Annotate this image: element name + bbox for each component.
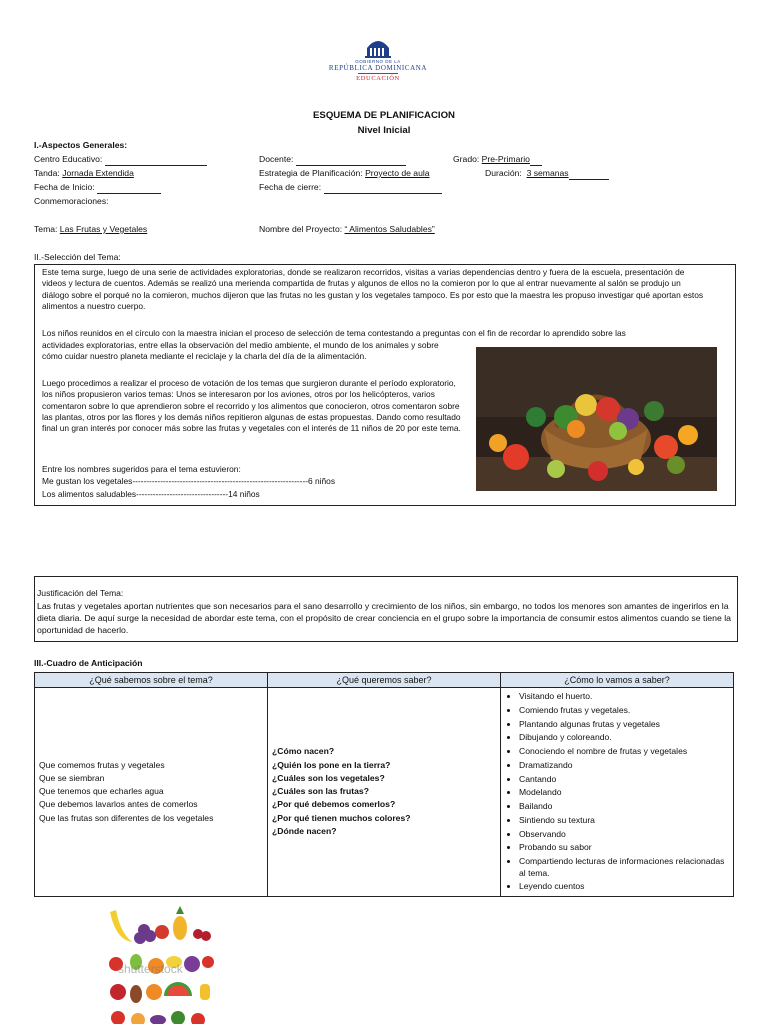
cell-sabemos	[35, 688, 268, 897]
seleccion-p4: Entre los nombres sugeridos para el tema estuvieron:	[42, 464, 241, 474]
option-vegetales: Me gustan los vegetales---------------------------------------------------------------6 niños	[42, 476, 336, 486]
anticipacion-table	[34, 672, 734, 897]
watermark-text: shutterstock	[118, 962, 183, 976]
list-item: ¿Por qué debemos comerlos?	[272, 799, 396, 810]
cell-queremos	[268, 688, 501, 897]
proyecto-label: Nombre del Proyecto:	[259, 224, 343, 234]
list-item: Que tenemos que echarles agua	[39, 786, 164, 797]
list-item: • Probando su sabor	[519, 841, 729, 855]
fecha-inicio-field	[34, 182, 161, 194]
estrategia-field	[259, 168, 430, 180]
header-sabemos: ¿Qué sabemos sobre el tema?	[35, 673, 268, 688]
como-list	[505, 690, 729, 894]
tema-field	[34, 224, 147, 236]
docente-label: Docente:	[259, 154, 294, 164]
fecha-inicio-label: Fecha de Inicio:	[34, 182, 95, 192]
logo-line2: REPÚBLICA DOMINICANA	[328, 64, 428, 72]
list-item: • Dibujando y coloreando.	[519, 731, 729, 745]
duracion-field	[485, 168, 609, 180]
fecha-cierre-label: Fecha de cierre:	[259, 182, 322, 192]
centro-blank	[105, 156, 207, 166]
list-item: • Cantando	[519, 773, 729, 787]
fecha-cierre-field	[259, 182, 442, 194]
list-item: ¿Cómo nacen?	[272, 746, 335, 757]
list-item: Que se siembran	[39, 772, 105, 783]
page-subtitle: Nivel Inicial	[357, 125, 411, 136]
seleccion-p3: Luego procedimos a realizar el proceso de votación de los temas que surgieron durante el período exploratorio, los niños propusieron varios temas: Unos se interesaron por los aviones, otros por los helicópteros, varios comentaron sobre lo que aprendieron sobre el recorrido y los alimentos que conocieron, otros comentaron sobre las plantas, otros por las flores y los demás niños repitieron algunas de estas propuestas. Dando como resultado final un gran interés por conocer más sobre las frutas y vegetales con el interés de 11 niños de 20 por este tema.	[42, 378, 461, 434]
cell-como	[501, 688, 734, 897]
justificacion-heading: Justificación del Tema:	[37, 588, 124, 598]
list-item: • Comiendo frutas y vegetales.	[519, 704, 729, 718]
section3-heading: III.-Cuadro de Anticipación	[34, 658, 143, 668]
conmemoraciones-label: Conmemoraciones:	[34, 196, 109, 206]
header-como: ¿Cómo lo vamos a saber?	[501, 673, 734, 688]
seleccion-p2a: Los niños reunidos en el círculo con la maestra inician el proceso de selección de tema contestando a preguntas con el fin de recordar lo aprendido sobre las	[42, 328, 626, 338]
list-item: ¿Quién los pone en la tierra?	[272, 759, 391, 770]
logo-line3: EDUCACIÓN	[356, 75, 400, 82]
seleccion-p1: Este tema surge, luego de una serie de actividades exploratorias, donde se realizaron recorridos, visitas a varias dependencias dentro y fuera de la escuela, presentación de videos y lectura de cuentos. Además se realizó una merienda compartida de frutas y algunos de ellos no la comieron por lo que al entrar nuevamente al salón se produjo un diálogo sobre el porqué no la comieron, muchos dijeron que las frutas no les gustan y los vegetales tampoco. Es por esto que la maestra les propuso investigar qué aportan estos alimentos a nuestro cuerpo.	[42, 267, 704, 312]
logo-divider	[358, 73, 398, 74]
list-item: • Dramatizando	[519, 759, 729, 773]
section2-heading: II.-Selección del Tema:	[34, 252, 121, 262]
grado-label: Grado:	[453, 154, 480, 164]
centro-field	[34, 154, 207, 166]
proyecto-field	[259, 224, 435, 236]
proyecto-value: “ Alimentos Saludables”	[344, 224, 435, 234]
duracion-label: Duración:	[485, 168, 522, 178]
docente-blank	[296, 156, 406, 166]
justificacion-text: Las frutas y vegetales aportan nutrientes que son necesarios para el sano desarrollo y crecimiento de los niños, sin embargo, no todos los menores son amantes de ingerirlos en la dieta diaria. De aquí surge la necesidad de abordar este tema, con el propósito de crear conciencia en el grupo sobre la importancia de consumir estos alimentos cuando se tiene la oportunidad de hacerlo.	[37, 601, 731, 636]
list-item: • Sintiendo su textura	[519, 814, 729, 828]
logo	[318, 36, 438, 86]
logo-line1: GOBIERNO DE LA	[355, 59, 401, 64]
docente-field	[259, 154, 406, 166]
list-item: ¿Dónde nacen?	[272, 826, 337, 837]
list-item: • Leyendo cuentos	[519, 880, 729, 894]
option-saludables: Los alimentos saludables---------------------------------14 niños	[42, 489, 260, 499]
fecha-inicio-blank	[97, 184, 161, 194]
seleccion-p2b: actividades exploratorias, entre ellas la observación del medio ambiente, el mundo de los animales y sobre cómo cuidar nuestro planeta mediante el reciclaje y la charla del día de la alimentación.	[42, 340, 439, 362]
centro-label: Centro Educativo:	[34, 154, 103, 164]
list-item: ¿Cuáles son los vegetales?	[272, 772, 385, 783]
table-header-row	[35, 673, 734, 688]
list-item: • Plantando algunas frutas y vegetales	[519, 718, 729, 732]
page-title: ESQUEMA DE PLANIFICACION	[313, 110, 455, 121]
tanda-field	[34, 168, 134, 180]
list-item: • Observando	[519, 828, 729, 842]
grado-value: Pre-Primario	[481, 154, 530, 164]
estrategia-label: Estrategia de Planificación:	[259, 168, 363, 178]
fruit-basket-image	[476, 347, 717, 491]
list-item: Que las frutas son diferentes de los vegetales	[39, 812, 214, 823]
tema-value: Las Frutas y Vegetales	[59, 224, 148, 234]
list-item: • Modelando	[519, 786, 729, 800]
list-item: ¿Por qué tienen muchos colores?	[272, 812, 411, 823]
header-queremos: ¿Qué queremos saber?	[268, 673, 501, 688]
estrategia-value: Proyecto de aula	[365, 168, 430, 178]
list-item: • Conociendo el nombre de frutas y vegetales	[519, 745, 729, 759]
list-item: • Visitando el huerto.	[519, 690, 729, 704]
list-item: • Bailando	[519, 800, 729, 814]
government-seal-icon	[363, 36, 393, 58]
duracion-value: 3 semanas	[526, 168, 569, 178]
tema-label: Tema:	[34, 224, 58, 234]
grado-field	[453, 154, 542, 166]
tanda-value: Jornada Extendida	[62, 168, 134, 178]
list-item: Que debemos lavarlos antes de comerlos	[39, 799, 198, 810]
list-item: Que comemos frutas y vegetales	[39, 759, 165, 770]
section1-heading: I.-Aspectos Generales:	[34, 140, 128, 150]
list-item: ¿Cuáles son las frutas?	[272, 786, 369, 797]
fecha-cierre-blank	[324, 184, 442, 194]
list-item: • Compartiendo lecturas de informaciones relacionadas al tema.	[519, 855, 729, 880]
table-row	[35, 688, 734, 897]
tanda-label: Tanda:	[34, 168, 60, 178]
